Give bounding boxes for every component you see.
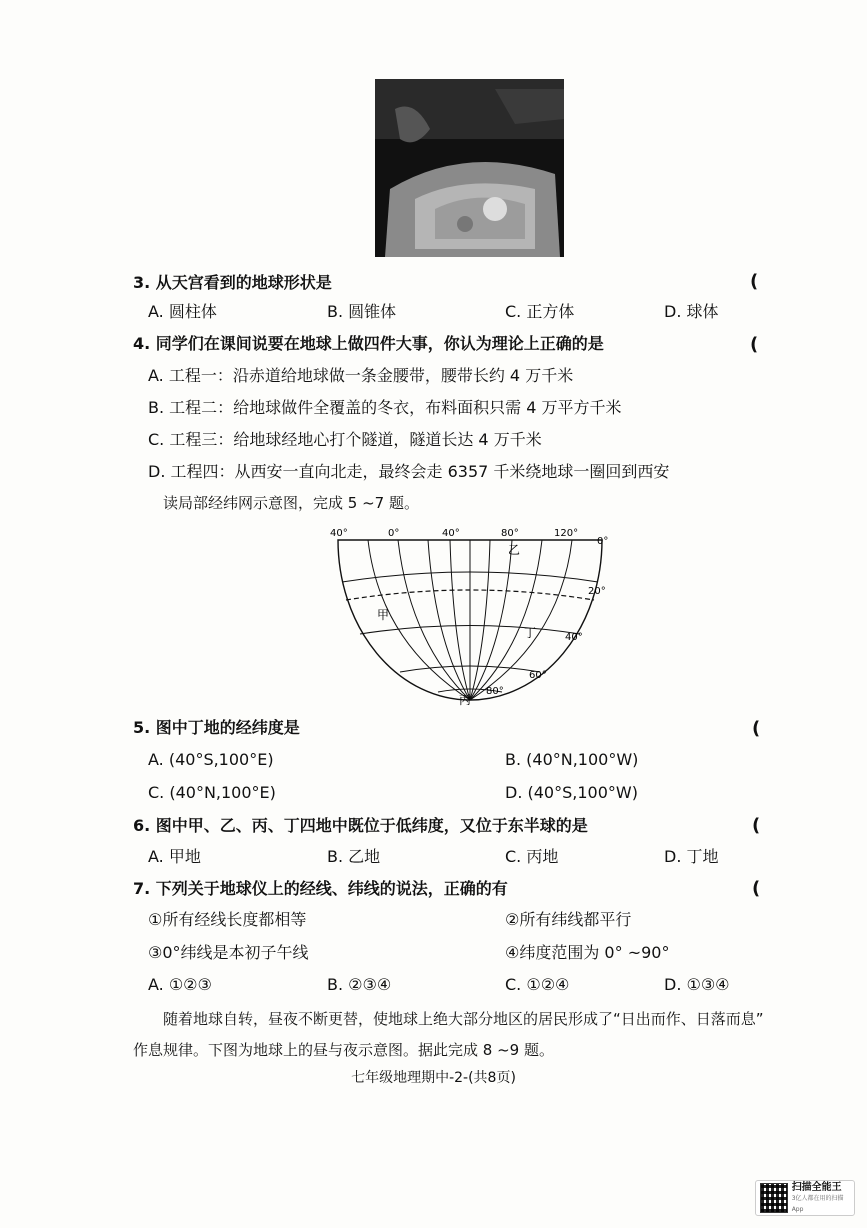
q7-option-a[interactable]: A. ①②③ [148,975,212,994]
q7-statement-2: ②所有纬线都平行 [505,910,632,929]
q4-option-d[interactable]: D. 工程四：从西安一直向北走，最终会走 6357 千米绕地球一圈回到西安 [148,462,670,481]
intro-q8-9-line2: 作息规律。下图为地球上的昼与夜示意图。据此完成 8 ~9 题。 [133,1041,554,1059]
q5-option-b[interactable]: B. (40°N,100°W) [505,750,639,769]
page-footer: 七年级地理期中-2-(共8页) [351,1070,516,1086]
q4-option-b[interactable]: B. 工程二：给地球做件全覆盖的冬衣，布料面积只需 4 万平方千米 [148,398,622,417]
q7-question: 7. 下列关于地球仪上的经线、纬线的说法，正确的有 [133,879,508,898]
q3-option-c[interactable]: C. 正方体 [505,302,575,321]
q7-option-c[interactable]: C. ①②④ [505,975,570,994]
point-yi: 乙 [508,543,521,557]
map-label-60: 60° [529,670,547,681]
q3-paren: ( [750,271,759,292]
intro-q5-7: 读局部经纬网示意图，完成 5 ~7 题。 [163,494,419,512]
q6-option-b[interactable]: B. 乙地 [327,847,381,866]
q6-option-d[interactable]: D. 丁地 [664,847,719,866]
q3-option-a[interactable]: A. 圆柱体 [148,302,217,321]
q7-option-d[interactable]: D. ①③④ [664,975,730,994]
qr-code-icon [760,1183,788,1213]
q4-option-a[interactable]: A. 工程一：沿赤道给地球做一条金腰带，腰带长约 4 万千米 [148,366,574,385]
map-label-40e: 40° [442,528,460,539]
q7-paren: ( [752,878,761,899]
q3-option-d[interactable]: D. 球体 [664,302,719,321]
q7-statement-3: ③0°纬线是本初子午线 [148,943,309,962]
map-label-40: 40° [565,632,583,643]
q3-option-b[interactable]: B. 圆锥体 [327,302,397,321]
graticule-map [320,522,620,707]
map-label-80e: 80° [501,528,519,539]
q7-statement-1: ①所有经线长度都相等 [148,910,307,929]
q4-paren: ( [750,334,759,355]
point-jia: 甲 [377,608,390,622]
map-label-20: 20° [588,586,606,597]
q4-question: 4. 同学们在课间说要在地球上做四件大事，你认为理论上正确的是 [133,334,604,353]
map-label-0: 0° [388,528,400,539]
q6-paren: ( [752,815,761,836]
q5-question: 5. 图中丁地的经纬度是 [133,718,300,737]
q5-option-a[interactable]: A. (40°S,100°E) [148,750,274,769]
map-label-40w: 40° [330,528,348,539]
scanner-title: 扫描全能王 [791,1181,842,1193]
q6-question: 6. 图中甲、乙、丙、丁四地中既位于低纬度，又位于东半球的是 [133,816,588,835]
q6-option-c[interactable]: C. 丙地 [505,847,559,866]
map-label-equator: 0° [597,536,609,547]
point-ding: 丁 [524,626,537,640]
intro-q8-9-line1: 随着地球自转，昼夜不断更替，使地球上绝大部分地区的居民形成了“日出而作、日落而息” [163,1010,764,1028]
q5-option-c[interactable]: C. (40°N,100°E) [148,783,276,802]
q5-option-d[interactable]: D. (40°S,100°W) [505,783,638,802]
q4-option-c[interactable]: C. 工程三：给地球经地心打个隧道，隧道长达 4 万千米 [148,430,542,449]
q6-option-a[interactable]: A. 甲地 [148,847,201,866]
earth-from-space-photo [375,79,564,257]
map-label-80: 80° [486,686,504,697]
map-label-120e: 120° [554,528,579,539]
scanner-subtitle: 3亿人都在用的扫描App [791,1194,844,1213]
q7-statement-4: ④纬度范围为 0° ~90° [505,943,670,962]
q5-paren: ( [752,718,761,739]
q7-option-b[interactable]: B. ②③④ [327,975,392,994]
q3-question: 3. 从天宫看到的地球形状是 [133,273,332,292]
scanner-watermark [755,1180,855,1216]
point-bing: 丙 [459,693,472,707]
